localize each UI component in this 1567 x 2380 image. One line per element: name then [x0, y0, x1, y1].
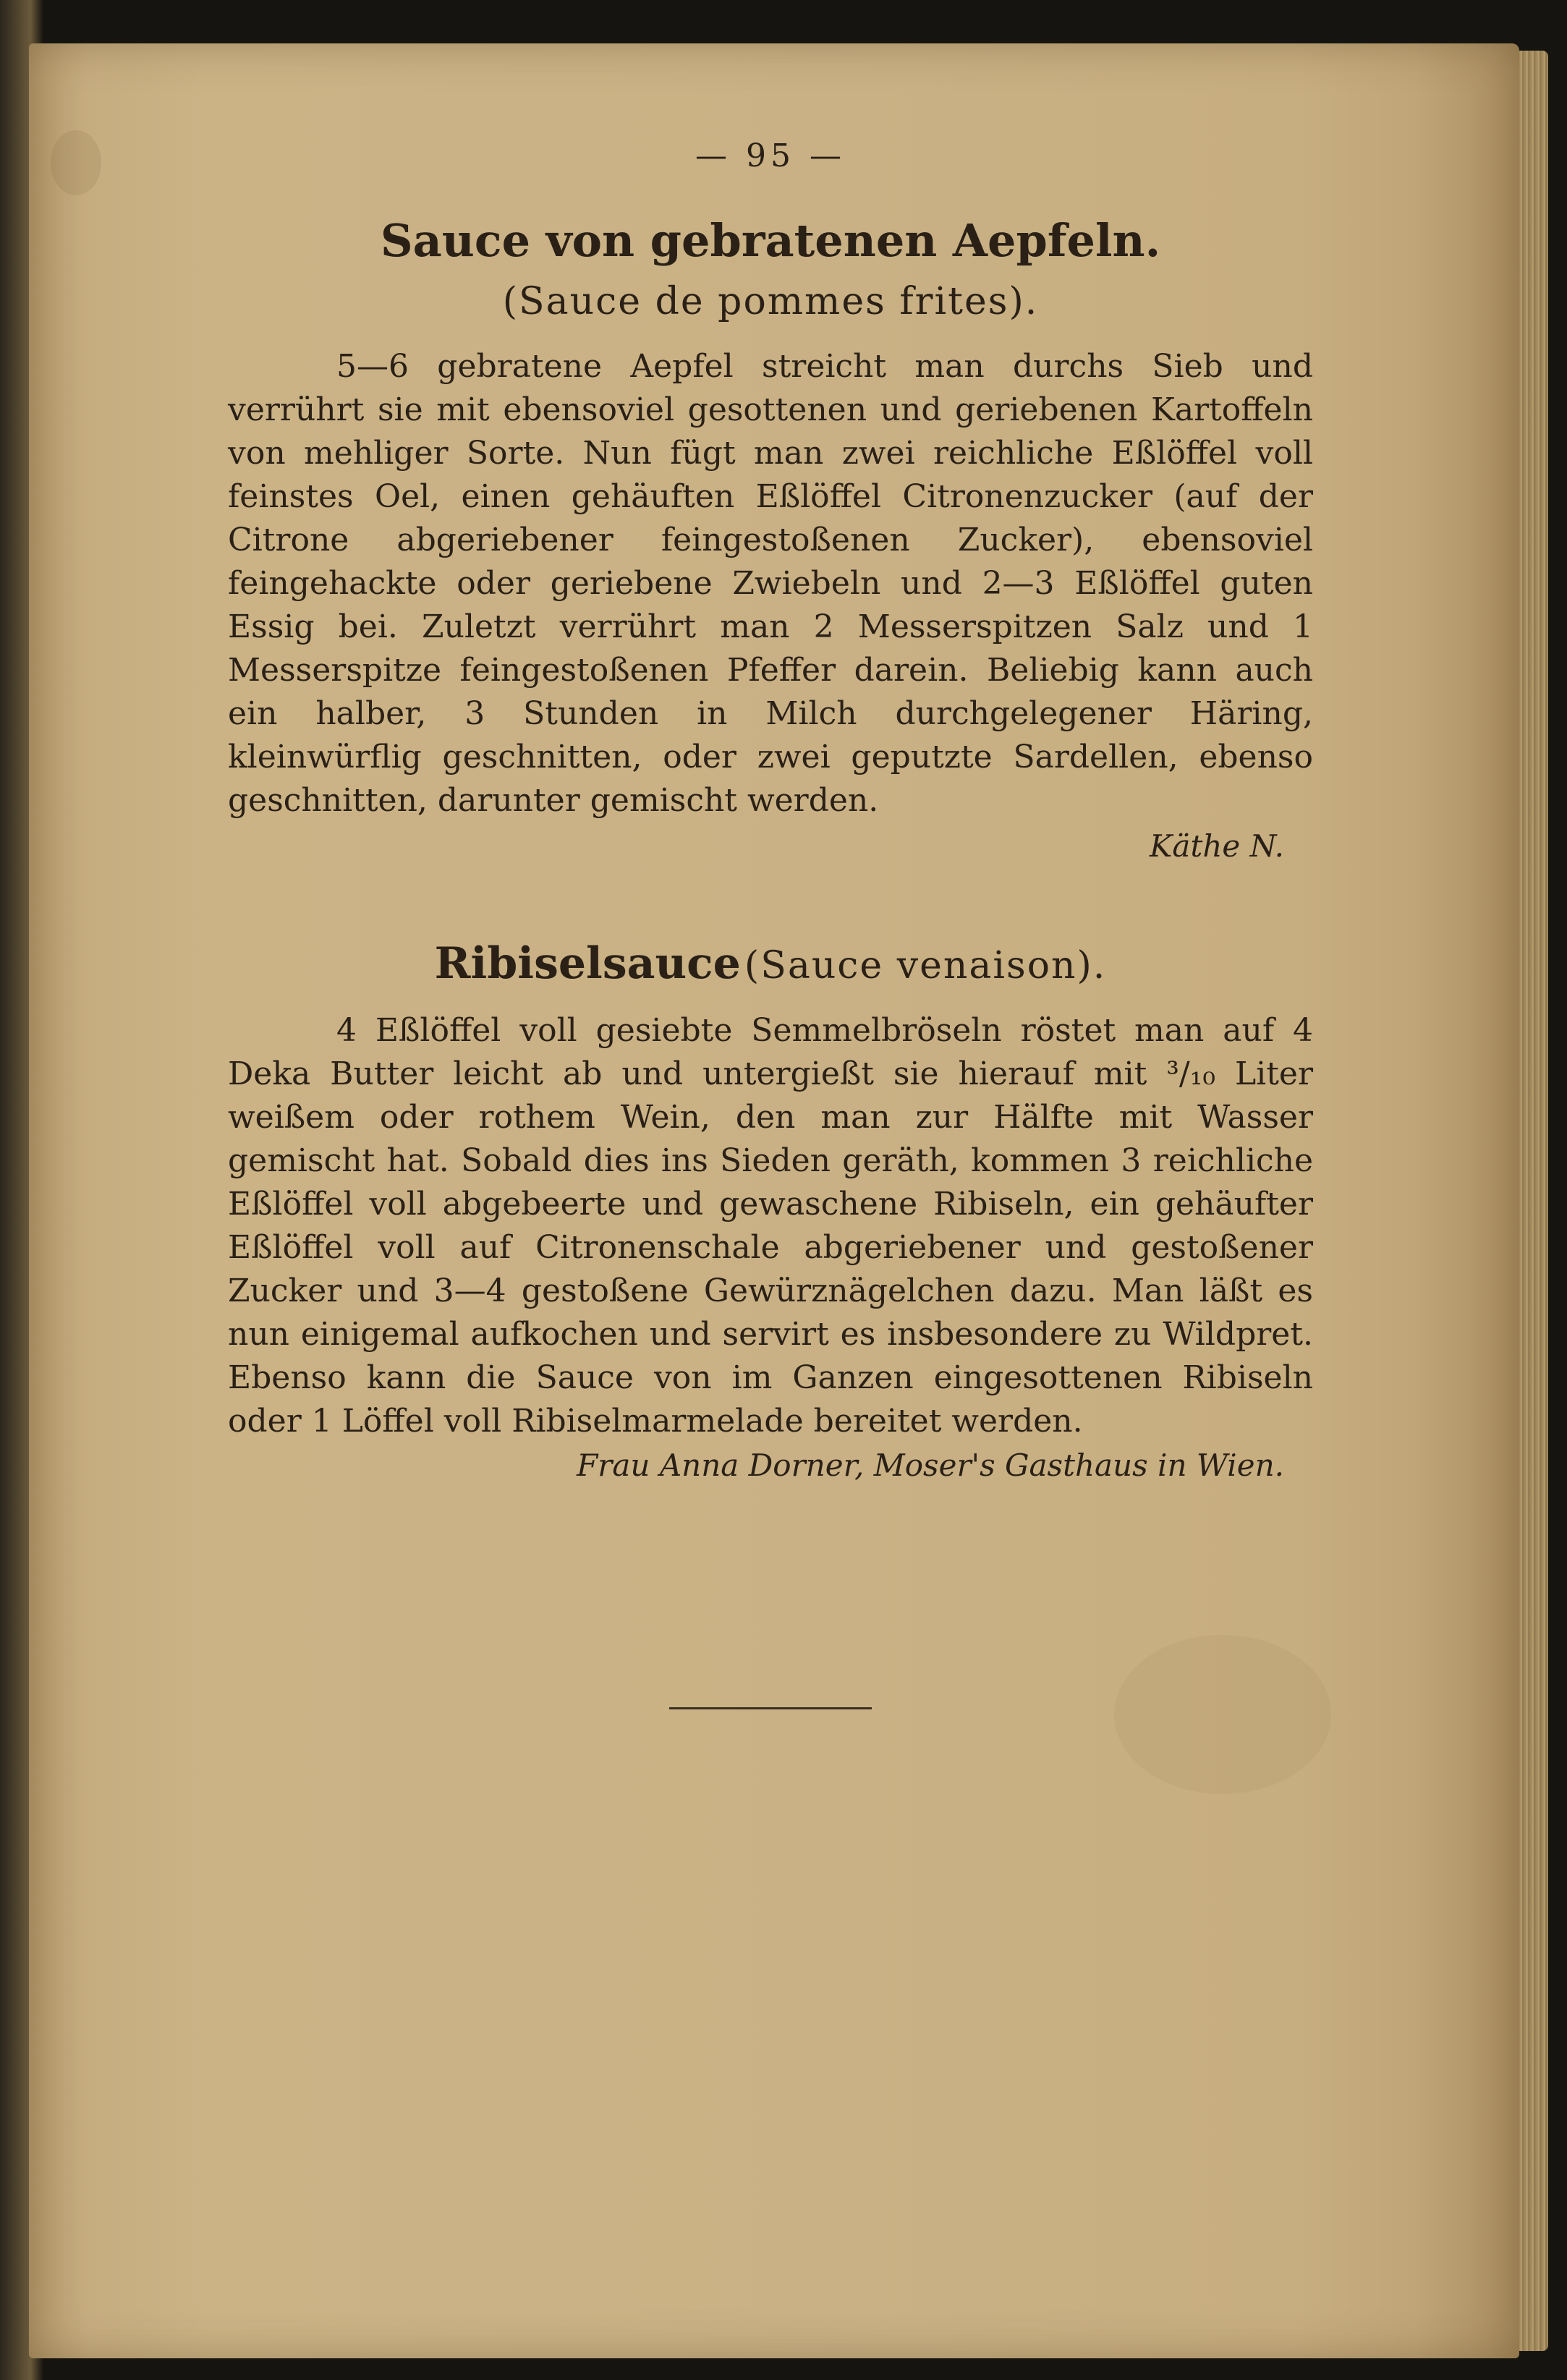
section-divider-rule: [669, 1707, 872, 1709]
recipe-subtitle: (Sauce venaison).: [744, 944, 1107, 988]
page-number: — 95 —: [695, 137, 846, 174]
recipe-author: Frau Anna Dorner, Moser's Gasthaus in Wien.: [577, 1448, 1284, 1484]
recipe-title: Ribiselsauce: [434, 938, 741, 990]
recipe-ribisel-sauce: [228, 940, 1313, 1483]
recipe-apple-sauce: [228, 216, 1313, 864]
recipe-subtitle: (Sauce de pommes frites).: [502, 280, 1039, 324]
recipe-heading: [228, 938, 1313, 990]
page-edges: [1519, 51, 1548, 2351]
paper-stain: [51, 130, 101, 195]
page-content: [228, 137, 1313, 1709]
recipe-body: 4 Eßlöffel voll gesiebte Semmelbröseln röstet man auf 4 Deka Butter leicht ab und untergießt sie hierauf mit ³/₁₀ Liter weißem oder rothem Wein, den man zur Hälfte mit Wasser gemischt hat. Sobald dies ins Sieden geräth, kommen 3 reichliche Eßlöffel voll abgebeerte und gewaschene Ribiseln, ein gehäufter Eßlöffel voll auf Citronenschale abgeriebener und gestoßener Zucker und 3—4 gestoßene Gewürznägelchen dazu. Man läßt es nun einigemal aufkochen und servirt es insbesondere zu Wildpret. Ebenso kann die Sauce von im Ganzen eingesottenen Ribiseln oder 1 Löffel voll Ribiselmarmelade bereitet werden.: [228, 1012, 1313, 1440]
recipe-title: Sauce von gebratenen Aepfeln.: [380, 214, 1161, 267]
section-spacer: [228, 864, 1313, 940]
recipe-body: 5—6 gebratene Aepfel streicht man durchs Sieb und verrührt sie mit ebensoviel gesottenen und geriebenen Kartoffeln von mehliger Sorte. Nun fügt man zwei reichliche Eßlöffel voll feinstes Oel, einen gehäuften Eßlöffel Citronenzucker (auf der Citrone abgeriebener feingestoßenen Zucker), ebensoviel feingehackte oder geriebene Zwiebeln und 2—3 Eßlöffel guten Essig bei. Zuletzt verrührt man 2 Messerspitzen Salz und 1 Messerspitze feingestoßenen Pfeffer darein. Beliebig kann auch ein halber, 3 Stunden in Milch durchgelegener Häring, kleinwürflig geschnitten, oder zwei geputzte Sardellen, ebenso geschnitten, darunter gemischt werden.: [228, 348, 1313, 820]
recipe-author: Käthe N.: [1150, 828, 1284, 864]
